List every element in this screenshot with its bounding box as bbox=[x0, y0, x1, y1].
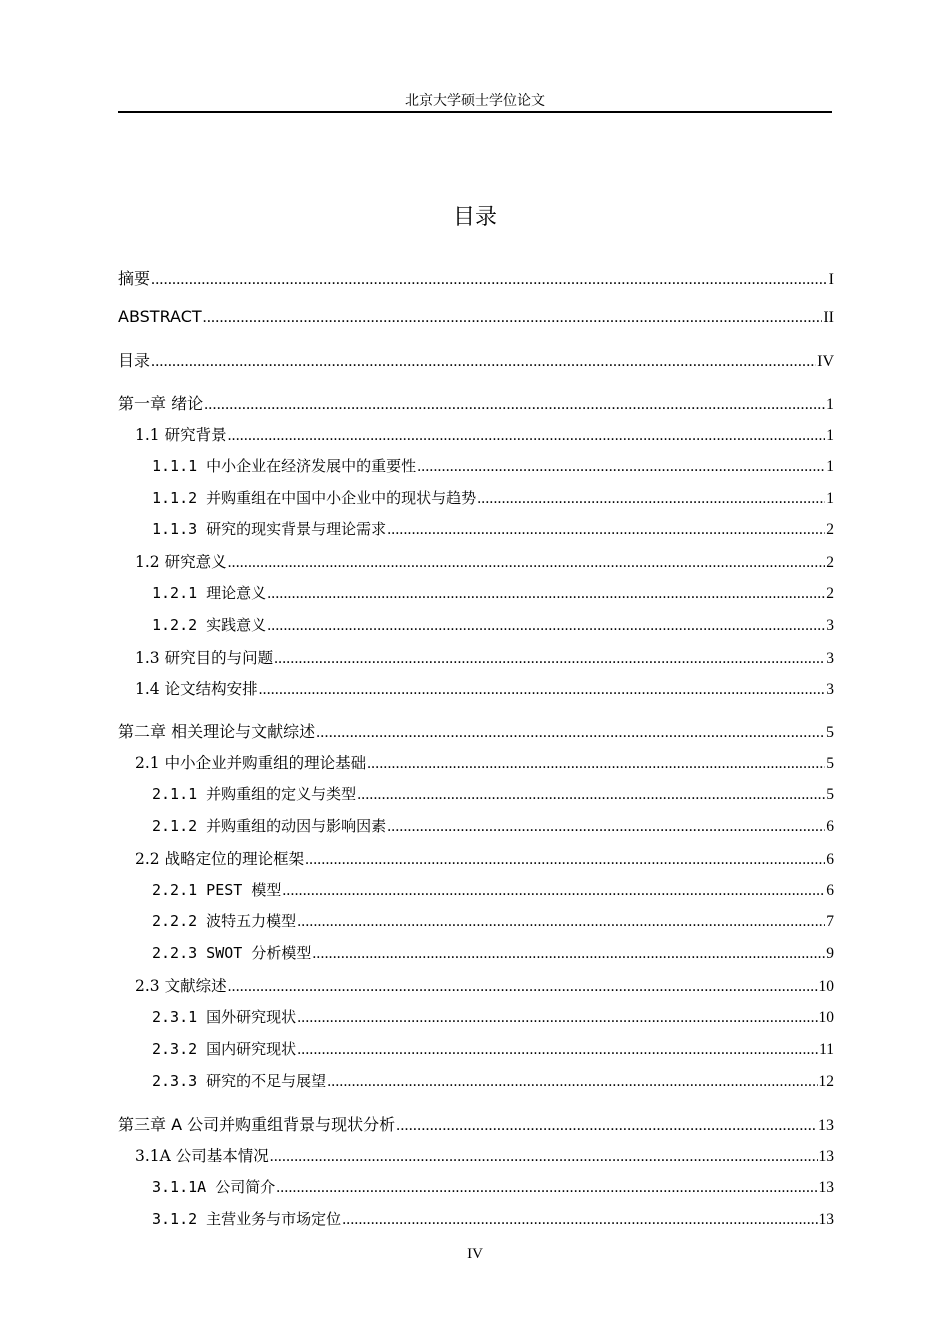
toc-dot-leader bbox=[276, 1179, 817, 1197]
toc-dot-leader bbox=[151, 271, 828, 289]
toc-entry[interactable] bbox=[118, 719, 834, 742]
toc-dot-leader bbox=[477, 490, 825, 508]
toc-entry-page: 2 bbox=[826, 521, 834, 538]
toc-entry[interactable] bbox=[152, 518, 834, 539]
toc-entry[interactable] bbox=[118, 1112, 834, 1135]
toc-dot-leader bbox=[204, 396, 825, 414]
toc-entry-label: 第一章 绪论 bbox=[118, 394, 204, 413]
toc-entry-label: 1.2.2 实践意义 bbox=[152, 616, 267, 634]
toc-dot-leader bbox=[387, 521, 825, 539]
toc-entry-page: 7 bbox=[826, 913, 834, 930]
toc-dot-leader bbox=[228, 978, 818, 996]
toc-dot-leader bbox=[316, 724, 825, 742]
toc-entry[interactable] bbox=[152, 783, 834, 804]
toc-dot-leader bbox=[396, 1117, 817, 1135]
toc-entry-page: 13 bbox=[818, 1179, 834, 1196]
toc-dot-leader bbox=[259, 681, 826, 699]
toc-entry-label: 2.1 中小企业并购重组的理论基础 bbox=[135, 754, 367, 772]
toc-dot-leader bbox=[282, 882, 825, 900]
toc-dot-leader bbox=[367, 755, 825, 773]
toc-entry-page: 3 bbox=[826, 617, 834, 634]
toc-entry[interactable] bbox=[152, 1038, 834, 1059]
toc-entry[interactable] bbox=[135, 677, 834, 699]
toc-entry-label: 目录 bbox=[118, 351, 151, 370]
toc-dot-leader bbox=[327, 1073, 817, 1091]
toc-entry-page: 3 bbox=[826, 681, 834, 698]
toc-entry-label: 第三章 A 公司并购重组背景与现状分析 bbox=[118, 1115, 396, 1134]
toc-entry-page: 11 bbox=[819, 1041, 834, 1058]
toc-entry-label: 2.2.1 PEST 模型 bbox=[152, 881, 282, 899]
toc-entry[interactable] bbox=[135, 847, 834, 869]
toc-entry-label: 1.1 研究背景 bbox=[135, 426, 227, 444]
toc-entry[interactable] bbox=[135, 1144, 834, 1166]
toc-entry-page: 5 bbox=[826, 755, 834, 772]
toc-entry[interactable] bbox=[152, 1006, 834, 1027]
page-number: IV bbox=[467, 1246, 483, 1262]
toc-entry[interactable] bbox=[118, 266, 834, 289]
toc-entry-label: 1.4 论文结构安排 bbox=[135, 680, 258, 698]
toc-entry[interactable] bbox=[152, 942, 834, 963]
toc-entry-page: 1 bbox=[826, 458, 834, 475]
toc-entry-label: 1.1.3 研究的现实背景与理论需求 bbox=[152, 520, 387, 538]
toc-entry-label: 1.3 研究目的与问题 bbox=[135, 649, 274, 667]
toc-entry-page: 1 bbox=[826, 396, 834, 413]
toc-entry[interactable] bbox=[152, 487, 834, 508]
toc-entry[interactable] bbox=[152, 1070, 834, 1091]
toc-entry[interactable] bbox=[152, 910, 834, 931]
toc-entry[interactable] bbox=[135, 646, 834, 668]
toc-entry[interactable] bbox=[152, 614, 834, 635]
toc-dot-leader bbox=[228, 427, 826, 445]
toc-entry-page: 1 bbox=[826, 427, 834, 444]
toc-entry-page: 13 bbox=[818, 1211, 834, 1228]
toc-dot-leader bbox=[417, 458, 825, 476]
toc-entry[interactable] bbox=[152, 815, 834, 836]
toc-entry-page: 5 bbox=[826, 724, 834, 741]
toc-entry-label: 2.3.1 国外研究现状 bbox=[152, 1008, 297, 1026]
toc-entry-label: 摘要 bbox=[118, 269, 151, 288]
page-header: 北京大学硕士学位论文 bbox=[405, 93, 545, 109]
toc-entry-page: I bbox=[828, 271, 834, 288]
toc-dot-leader bbox=[267, 617, 825, 635]
toc-entry-label: ABSTRACT bbox=[118, 307, 202, 326]
toc-entry[interactable] bbox=[135, 550, 834, 572]
toc-entry-page: II bbox=[823, 309, 834, 326]
toc-entry-label: 1.2.1 理论意义 bbox=[152, 584, 267, 602]
toc-entry[interactable] bbox=[152, 1176, 834, 1197]
toc-entry[interactable] bbox=[118, 391, 834, 414]
toc-entry-page: 1 bbox=[826, 490, 834, 507]
toc-entry-page: 2 bbox=[826, 554, 834, 571]
toc-entry-page: 6 bbox=[826, 818, 834, 835]
toc-entry-page: 12 bbox=[818, 1073, 834, 1090]
toc-dot-leader bbox=[267, 585, 825, 603]
toc-dot-leader bbox=[387, 818, 825, 836]
toc-entry[interactable] bbox=[135, 423, 834, 445]
toc-entry[interactable] bbox=[152, 1208, 834, 1229]
toc-entry-page: IV bbox=[817, 353, 834, 370]
toc-entry[interactable] bbox=[135, 974, 834, 996]
toc-entry-page: 3 bbox=[826, 650, 834, 667]
toc-dot-leader bbox=[342, 1211, 817, 1229]
toc-entry-label: 1.1.1 中小企业在经济发展中的重要性 bbox=[152, 457, 417, 475]
toc-entry[interactable] bbox=[152, 879, 834, 900]
toc-entry-page: 13 bbox=[818, 1148, 834, 1165]
toc-entry-label: 1.1.2 并购重组在中国中小企业中的现状与趋势 bbox=[152, 489, 477, 507]
toc-dot-leader bbox=[297, 1009, 817, 1027]
toc-entry-label: 2.2.3 SWOT 分析模型 bbox=[152, 944, 312, 962]
toc-entry-page: 5 bbox=[826, 786, 834, 803]
toc-entry-label: 2.3 文献综述 bbox=[135, 977, 227, 995]
toc-dot-leader bbox=[305, 851, 825, 869]
toc-dot-leader bbox=[203, 309, 823, 327]
header-rule bbox=[118, 111, 832, 113]
toc-entry-label: 3.1.2 主营业务与市场定位 bbox=[152, 1210, 342, 1228]
toc-dot-leader bbox=[357, 786, 825, 804]
toc-entry-page: 6 bbox=[826, 882, 834, 899]
toc-entry-page: 10 bbox=[818, 1009, 834, 1026]
toc-entry-label: 2.2.2 波特五力模型 bbox=[152, 912, 297, 930]
toc-dot-leader bbox=[274, 650, 825, 668]
toc-entry-label: 3.1A 公司基本情况 bbox=[135, 1147, 269, 1165]
toc-entry[interactable] bbox=[118, 307, 834, 327]
toc-entry-label: 1.2 研究意义 bbox=[135, 553, 227, 571]
toc-entry-page: 6 bbox=[826, 851, 834, 868]
toc-entry-label: 2.3.3 研究的不足与展望 bbox=[152, 1072, 327, 1090]
toc-entry-label: 2.1.1 并购重组的定义与类型 bbox=[152, 785, 357, 803]
toc-dot-leader bbox=[270, 1148, 818, 1166]
toc-entry-page: 10 bbox=[818, 978, 834, 995]
toc-entry-label: 2.2 战略定位的理论框架 bbox=[135, 850, 305, 868]
toc-entry-page: 2 bbox=[826, 585, 834, 602]
toc-entry-label: 2.1.2 并购重组的动因与影响因素 bbox=[152, 817, 387, 835]
toc-title: 目录 bbox=[452, 205, 497, 230]
toc-entry[interactable] bbox=[118, 348, 834, 371]
toc-entry[interactable] bbox=[152, 455, 834, 476]
toc-dot-leader bbox=[297, 1041, 818, 1059]
toc-dot-leader bbox=[312, 945, 825, 963]
toc-entry-page: 13 bbox=[818, 1117, 834, 1134]
toc-entry-label: 第二章 相关理论与文献综述 bbox=[118, 722, 316, 741]
toc-entry[interactable] bbox=[135, 751, 834, 773]
toc-dot-leader bbox=[297, 913, 825, 931]
toc-entry-page: 9 bbox=[826, 945, 834, 962]
toc-dot-leader bbox=[228, 554, 826, 572]
toc-entry-label: 3.1.1A 公司简介 bbox=[152, 1178, 276, 1196]
toc-entry-label: 2.3.2 国内研究现状 bbox=[152, 1040, 297, 1058]
toc-entry[interactable] bbox=[152, 582, 834, 603]
toc-dot-leader bbox=[151, 353, 816, 371]
